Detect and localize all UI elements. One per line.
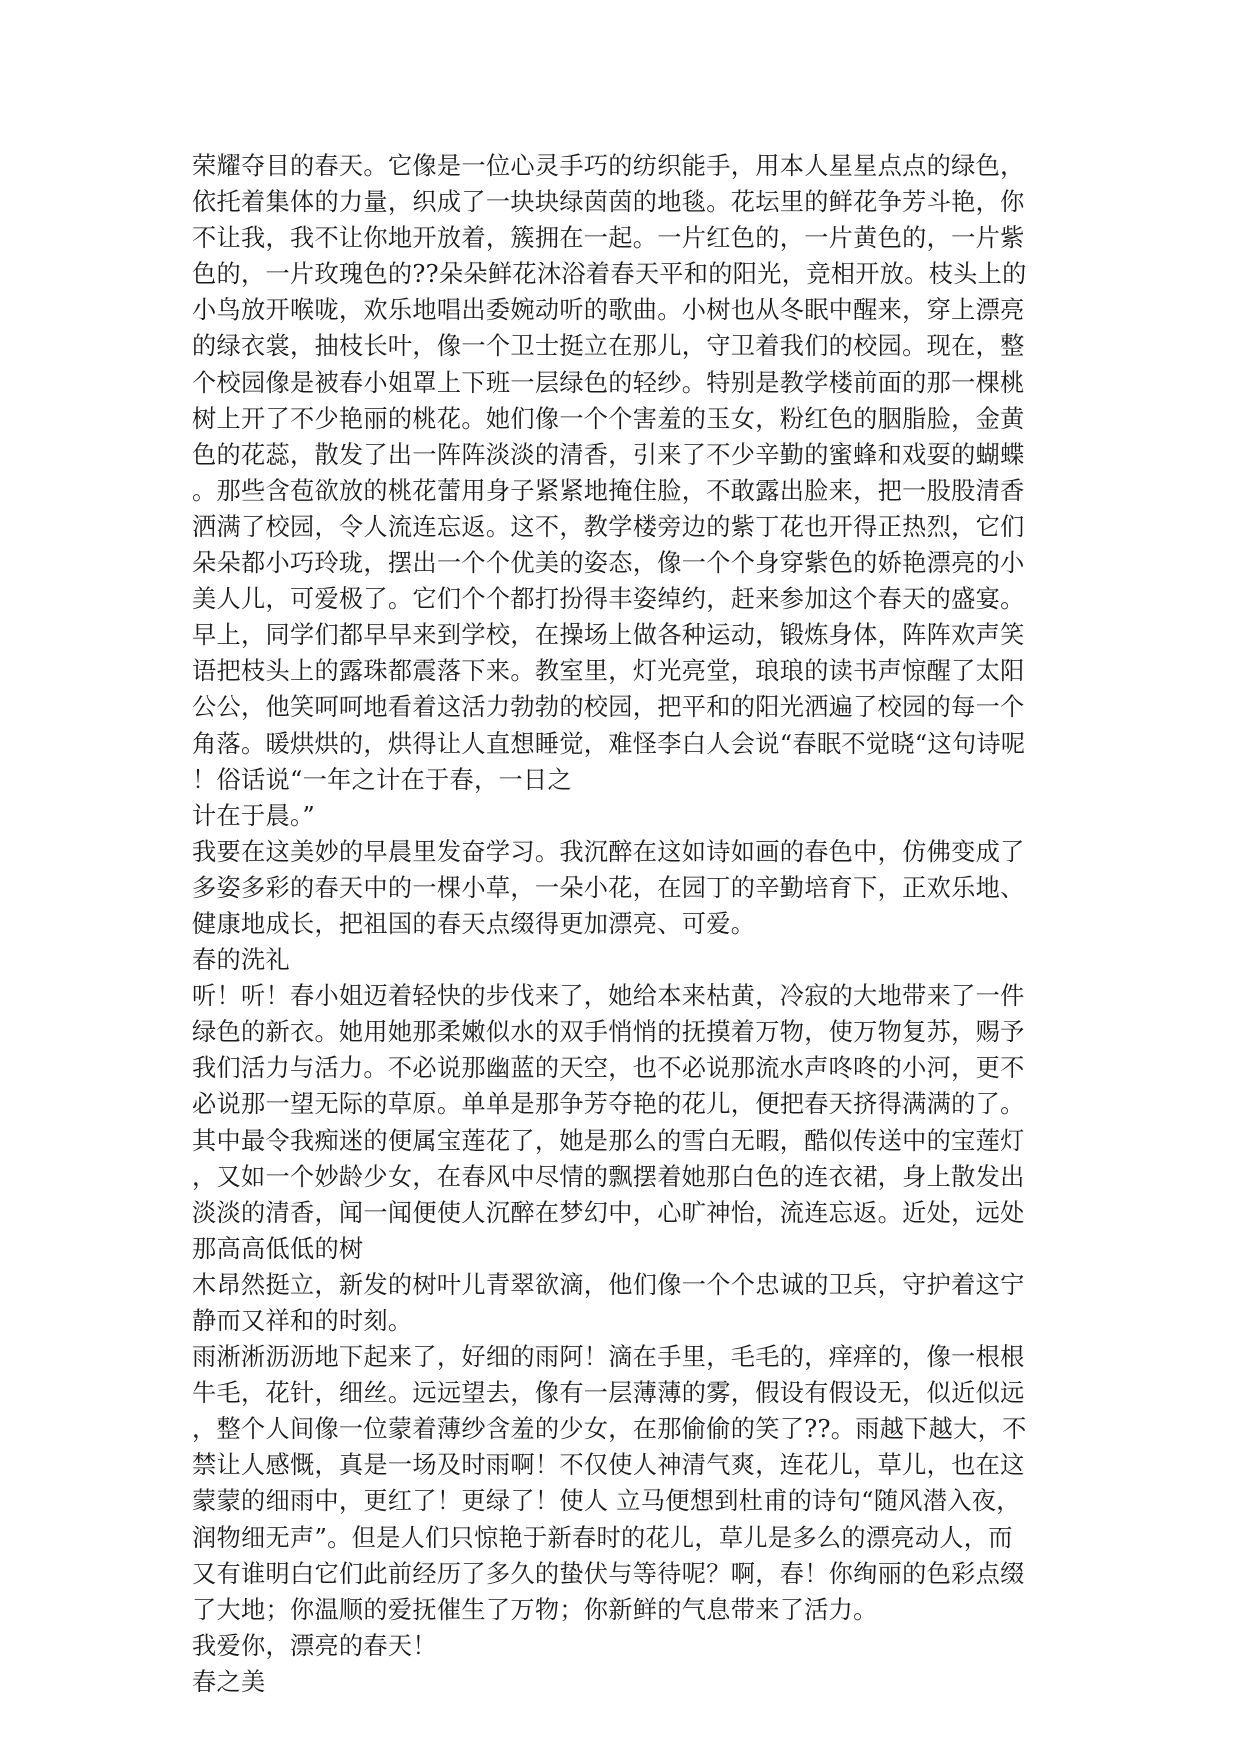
text-line: 的绿衣裳，抽枝长叶，像一个卫士挺立在那儿，守卫着我们的校园。现在，整 [192, 332, 1025, 361]
text-line: ，整个人间像一位蒙着薄纱含羞的少女，在那偷偷的笑了??。雨越下越大，不 [192, 1415, 1027, 1444]
text-line: 色的，一片玫瑰色的??朵朵鲜花沐浴着春天平和的阳光，竞相开放。枝头上的 [192, 260, 1027, 289]
text-line: 洒满了校园，令人流连忘返。这不，教学楼旁边的紫丁花也开得正热烈，它们 [192, 512, 1025, 541]
text-line: 又有谁明白它们此前经历了多久的蛰伏与等待呢？啊，春！你绚丽的色彩点缀 [192, 1559, 1025, 1588]
text-line: 静而又祥和的时刻。 [192, 1307, 413, 1335]
text-line: 荣耀夺目的春天。它像是一位心灵手巧的纺织能手，用本人星星点点的绿色， [192, 152, 1025, 180]
text-line: 美人儿，可爱极了。它们个个都打扮得丰姿绰约，赶来参加这个春天的盛宴。 [192, 585, 1025, 614]
text-line: 。那些含苞欲放的桃花蕾用身子紧紧地掩住脸，不敢露出脸来，把一股股清香 [192, 476, 1025, 505]
text-line: 计在于晨。” [192, 801, 316, 830]
text-line: 多姿多彩的春天中的一棵小草，一朵小花，在园丁的辛勤培育下，正欢乐地、 [192, 873, 1025, 902]
text-line: 我爱你，漂亮的春天！ [192, 1631, 437, 1660]
section-title: 春之美 [192, 1667, 266, 1696]
text-line: 色的花蕊，散发了出一阵阵淡淡的清香，引来了不少辛勤的蜜蜂和戏耍的蝴蝶 [192, 440, 1025, 469]
text-line: 牛毛，花针，细丝。远远望去，像有一层薄薄的雾，假设有假设无，似近似远 [192, 1379, 1025, 1408]
text-line: ！俗话说“一年之计在于春，一日之 [192, 765, 572, 794]
text-line: ，又如一个妙龄少女，在春风中尽情的飘摆着她那白色的连衣裙，身上散发出 [192, 1162, 1025, 1191]
text-line: 其中最令我痴迷的便属宝莲花了，她是那么的雪白无暇，酷似传送中的宝莲灯 [192, 1126, 1025, 1155]
text-line: 绿色的新衣。她用她那柔嫩似水的双手悄悄的抚摸着万物，使万物复苏，赐予 [192, 1018, 1025, 1047]
text-line: 角落。暖烘烘的，烘得让人直想睡觉，难怪李白人会说“春眠不觉晓“这句诗呢 [192, 729, 1026, 758]
text-line: 小鸟放开喉咙，欢乐地唱出委婉动听的歌曲。小树也从冬眠中醒来，穿上漂亮 [192, 296, 1025, 325]
text-line: 润物细无声”。但是人们只惊艳于新春时的花儿，草儿是多么的漂亮动人，而 [192, 1523, 1013, 1552]
document-body [192, 148, 1072, 1700]
text-line: 禁让人感慨，真是一场及时雨啊！不仅使人神清气爽，连花儿，草儿，也在这 [192, 1451, 1025, 1480]
text-line: 依托着集体的力量，织成了一块块绿茵茵的地毯。花坛里的鲜花争芳斗艳，你 [192, 188, 1025, 217]
text-line: 了大地；你温顺的爱抚催生了万物；你新鲜的气息带来了活力。 [192, 1595, 878, 1624]
text-line: 不让我，我不让你地开放着，簇拥在一起。一片红色的，一片黄色的，一片紫 [192, 224, 1025, 253]
text-line: 朵朵都小巧玲珑，摆出一个个优美的姿态，像一个个身穿紫色的娇艳漂亮的小 [192, 549, 1025, 578]
text-line: 早上，同学们都早早来到学校，在操场上做各种运动，锻炼身体，阵阵欢声笑 [192, 621, 1025, 650]
text-line: 语把枝头上的露珠都震落下来。教室里，灯光亮堂，琅琅的读书声惊醒了太阳 [192, 657, 1025, 686]
text-line: 那高高低低的树 [192, 1234, 364, 1263]
text-line: 雨淅淅沥沥地下起来了，好细的雨阿！滴在手里，毛毛的，痒痒的，像一根根 [192, 1343, 1025, 1372]
text-line: 个校园像是被春小姐罩上下班一层绿色的轻纱。特别是教学楼前面的那一棵桃 [192, 368, 1025, 397]
text-line: 木昂然挺立，新发的树叶儿青翠欲滴，他们像一个个忠诚的卫兵，守护着这宁 [192, 1270, 1025, 1299]
text-line: 必说那一望无际的草原。单单是那争芳夺艳的花儿，便把春天挤得满满的了。 [192, 1090, 1025, 1119]
text-line: 我们活力与活力。不必说那幽蓝的天空，也不必说那流水声咚咚的小河，更不 [192, 1054, 1025, 1083]
text-line: 我要在这美妙的早晨里发奋学习。我沉醉在这如诗如画的春色中，仿佛变成了 [192, 837, 1025, 866]
text-line: 听！听！春小姐迈着轻快的步伐来了，她给本来枯黄，冷寂的大地带来了一件 [192, 982, 1025, 1011]
text-line: 淡淡的清香，闻一闻便使人沉醉在梦幻中，心旷神怡，流连忘返。近处，远处 [192, 1198, 1025, 1227]
text-line: 公公，他笑呵呵地看着这活力勃勃的校园，把平和的阳光洒遍了校园的每一个 [192, 693, 1025, 722]
text-line: 蒙蒙的细雨中，更红了！更绿了！使人 立马便想到杜甫的诗句“随风潜入夜， [192, 1487, 1021, 1516]
text-line: 健康地成长，把祖国的春天点缀得更加漂亮、可爱。 [192, 909, 756, 938]
text-line: 树上开了不少艳丽的桃花。她们像一个个害羞的玉女，粉红色的胭脂脸，金黄 [192, 404, 1025, 433]
section-title: 春的洗礼 [192, 946, 290, 975]
